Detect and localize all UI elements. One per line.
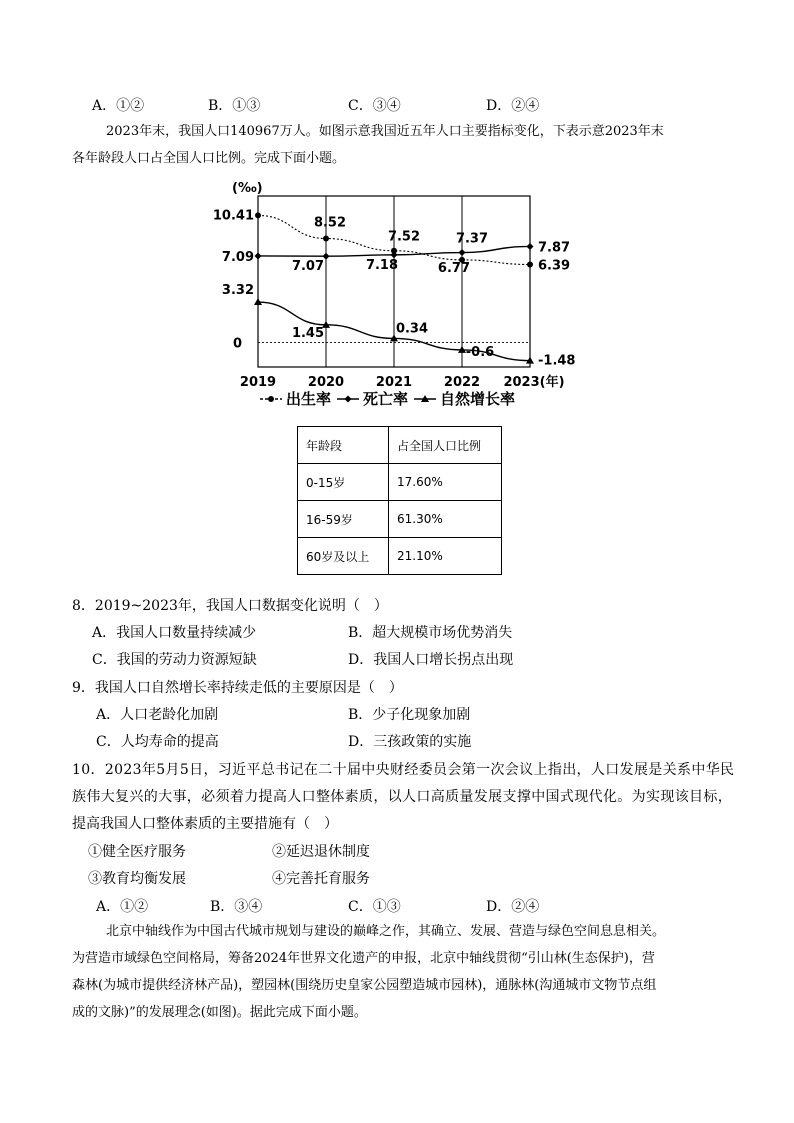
zero-tick-label: 0 [232, 336, 242, 352]
legend-marker [345, 396, 352, 403]
table-header-row [298, 427, 502, 464]
table-header-ratio: 占全国人口比例 [389, 427, 502, 464]
q10-statement-1: ①健全医疗服务 [88, 844, 186, 860]
data-point [527, 262, 533, 268]
data-label: 3.32 [221, 283, 254, 299]
q10-statement-3: ③教育均衡发展 [88, 871, 186, 887]
intro-line-1: 2023年末，我国人口140967万人。如图示意我国近五年人口主要指标变化，下表示意2023年末 [106, 124, 664, 139]
age-table [297, 426, 502, 575]
beijing-line-4: 成的文脉)”的发展理念(如图)。据此完成下面小题。 [72, 1005, 367, 1020]
data-label: 1.45 [291, 325, 325, 341]
data-label: 7.09 [221, 249, 254, 265]
data-point [255, 212, 261, 218]
table-cell: 0-15岁 [298, 464, 389, 501]
x-tick-label: 2020 [307, 375, 345, 390]
q8-option-d: D．我国人口增长拐点出现 [348, 652, 514, 668]
q9-option-d: D．三孩政策的实施 [348, 734, 472, 750]
x-tick-label: 2023(年) [503, 375, 565, 390]
beijing-line-1: 北京中轴线作为中国古代城市规划与建设的巅峰之作，其确立、发展、营造与绿色空间息息相关。 [106, 924, 666, 939]
q8-option-a: A．我国人口数量持续减少 [92, 625, 257, 641]
data-label: 6.39 [538, 258, 571, 274]
x-tick-label: 2019 [239, 375, 277, 390]
legend-label: 自然增长率 [440, 390, 516, 408]
legend-label: 死亡率 [363, 390, 409, 408]
q9-option-c: C．人均寿命的提高 [96, 734, 219, 750]
legend-label: 出生率 [286, 390, 332, 408]
intro-line-2: 各年龄段人口占全国人口比例。完成下面小题。 [72, 151, 346, 166]
data-label: 6.77 [437, 260, 470, 276]
table-header-age: 年龄段 [298, 427, 389, 464]
table-cell: 61.30% [389, 501, 502, 538]
data-label: 7.52 [387, 229, 421, 245]
legend-marker [268, 396, 274, 402]
data-label: 0.34 [395, 321, 429, 337]
top-option-c: C．③④ [348, 98, 401, 114]
q9-option-b: B．少子化现象加剧 [348, 707, 471, 723]
data-point [459, 249, 466, 256]
q10-option-d: D．②④ [486, 899, 540, 915]
x-tick-label: 2021 [375, 375, 413, 390]
top-option-b: B．①③ [208, 98, 261, 114]
table-row [298, 538, 502, 575]
q10-line-1: 10．2023年5月5日，习近平总书记在二十届中央财经委员会第一次会议上指出，人口发展是关系中华民 [72, 762, 735, 778]
top-option-a: A．①② [92, 98, 145, 114]
data-label: 7.07 [291, 259, 325, 275]
data-label: -0.6 [465, 344, 495, 360]
table-cell: 21.10% [389, 538, 502, 575]
data-label: 8.52 [313, 215, 347, 231]
table-cell: 16-59岁 [298, 501, 389, 538]
q8-option-b: B．超大规模市场优势消失 [348, 625, 513, 641]
q10-line-3: 提高我国人口整体素质的主要措施有（ ） [72, 816, 338, 832]
data-label: 7.37 [455, 231, 489, 247]
q10-option-a: A．①② [96, 899, 149, 915]
x-tick-label: 2022 [443, 375, 481, 390]
table-row [298, 501, 502, 538]
data-label: -1.48 [538, 353, 576, 369]
beijing-line-2: 为营造市域绿色空间格局，筹备2024年世界文化遗产的申报，北京中轴线贯彻“引山林(生态保护)，营 [72, 951, 655, 966]
beijing-line-3: 森林(为城市提供经济林产品)，塑园林(围绕历史皇家公园塑造城市园林)，通脉林(沟通城市文物节点组 [72, 978, 657, 993]
table-row [298, 464, 502, 501]
population-chart [200, 172, 590, 412]
top-option-d: D．②④ [486, 98, 540, 114]
unit-label: (‰) [232, 181, 263, 196]
table-cell: 17.60% [389, 464, 502, 501]
q8-option-c: C．我国的劳动力资源短缺 [92, 652, 257, 668]
table-cell: 60岁及以上 [298, 538, 389, 575]
q10-option-c: C．①③ [348, 899, 401, 915]
data-label: 7.18 [365, 257, 399, 273]
data-point [323, 236, 329, 242]
q10-option-b: B．③④ [210, 899, 263, 915]
q10-line-2: 族伟大复兴的大事，必须着力提高人口整体素质，以人口高质量发展支撑中国式现代化。为实现该目标， [72, 789, 733, 805]
q9-option-a: A．人口老龄化加剧 [96, 707, 219, 723]
q8-stem: 8．2019~2023年，我国人口数据变化说明（ ） [72, 598, 388, 614]
q10-statement-4: ④完善托育服务 [272, 871, 370, 887]
data-label: 10.41 [212, 208, 254, 224]
data-point [527, 243, 534, 250]
q10-statement-2: ②延迟退休制度 [272, 844, 370, 860]
q9-stem: 9．我国人口自然增长率持续走低的主要原因是（ ） [72, 680, 403, 696]
data-label: 7.87 [538, 240, 571, 256]
data-point [255, 252, 262, 259]
